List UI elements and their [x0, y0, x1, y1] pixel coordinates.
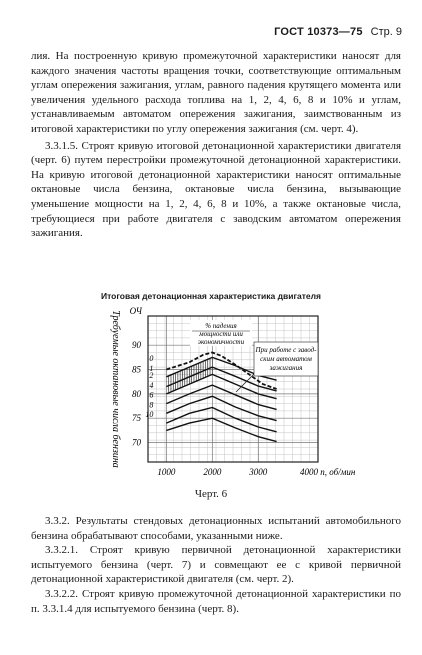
series-label: 10 [145, 410, 154, 420]
y-tick-label: 75 [132, 413, 141, 424]
series-line [166, 418, 276, 441]
paragraph-3-3-1-5: 3.3.1.5. Строят кривую итоговой детонационной характеристики двигателя (черт. 6) путем перестройки промежуточной детонационной характеристики. На кривую итоговой детонационной характеристики наносят оптимальные октановые числа бензина, октановые числа бензина, вызывающие уменьшение мощности на 1, 2, 4, 6, 8 и 10%, а также октановые числа, требующиеся при работе двигателя с заводским автоматом опережения зажигания. [31, 139, 401, 240]
factory-annotation-text: зажигания [269, 364, 303, 372]
legend-title: экономичности [197, 338, 245, 346]
paragraph-3-3-2: 3.3.2. Результаты стендовых детонационных испытаний автомобильного бензина обрабатывают способами, указанными ниже. [31, 515, 401, 542]
figure-title: Итоговая детонационная характеристика двигателя [101, 291, 321, 301]
y-tick-label: 90 [132, 340, 141, 351]
figure-caption: Черт. 6 [194, 488, 228, 500]
bottom-text-block [31, 514, 401, 616]
series-line [166, 396, 276, 420]
series-label: 2 [149, 371, 154, 381]
y-axis-top-label: ОЧ [129, 306, 142, 316]
x-axis-unit-label: 4000 n, об/мин [300, 467, 356, 477]
factory-annotation-text: При работе с завод- [255, 346, 317, 354]
y-tick-label: 70 [132, 437, 141, 448]
factory-annotation-text: ским автоматом [260, 355, 312, 363]
paragraph-3-3-2-2: 3.3.2.2. Строят кривую промежуточной детонационной характеристики по п. 3.3.1.4 для испытуемого бензина (черт. 8). [31, 587, 401, 615]
series-label: 4 [149, 380, 154, 390]
series-label: 0 [149, 354, 154, 364]
x-tick-label: 2000 [203, 467, 222, 477]
standard-number: ГОСТ 10373—75 [274, 26, 363, 38]
series-label: 1 [149, 363, 154, 373]
y-axis-title: Требуемые октановые числа бензина [110, 310, 121, 468]
y-tick-label: 80 [132, 388, 141, 399]
series-label: 8 [149, 400, 154, 410]
series-label: 6 [149, 390, 154, 400]
legend-title: мощности или [199, 330, 243, 338]
legend-title: % падения [205, 322, 237, 330]
y-tick-label: 85 [132, 364, 141, 375]
paragraph-continuation: лия. На построенную кривую промежуточной характеристики наносят для каждого значения частоты вращения точки, соответствующие оптимальным углам опережения зажигания, углам, равного падения крутящего момента или увеличения удельного расхода топлива на 1, 2, 4, 6, 8 и 10% и углам, устанавливаемым автоматом опережения зажигания, заимствованным из итоговой характеристики по углу опережения зажигания (см. черт. 4). [31, 50, 401, 135]
paragraph-3-3-2-1: 3.3.2.1. Строят кривую первичной детонационной характеристики испытуемого бензина (черт. 7) и совмещают ее с кривой первичной детонационной характеристикой двигателя (см. черт. 2). [31, 544, 401, 586]
page-number: Стр. 9 [370, 26, 402, 38]
x-tick-label: 3000 [249, 467, 268, 477]
x-tick-label: 1000 [157, 467, 176, 477]
